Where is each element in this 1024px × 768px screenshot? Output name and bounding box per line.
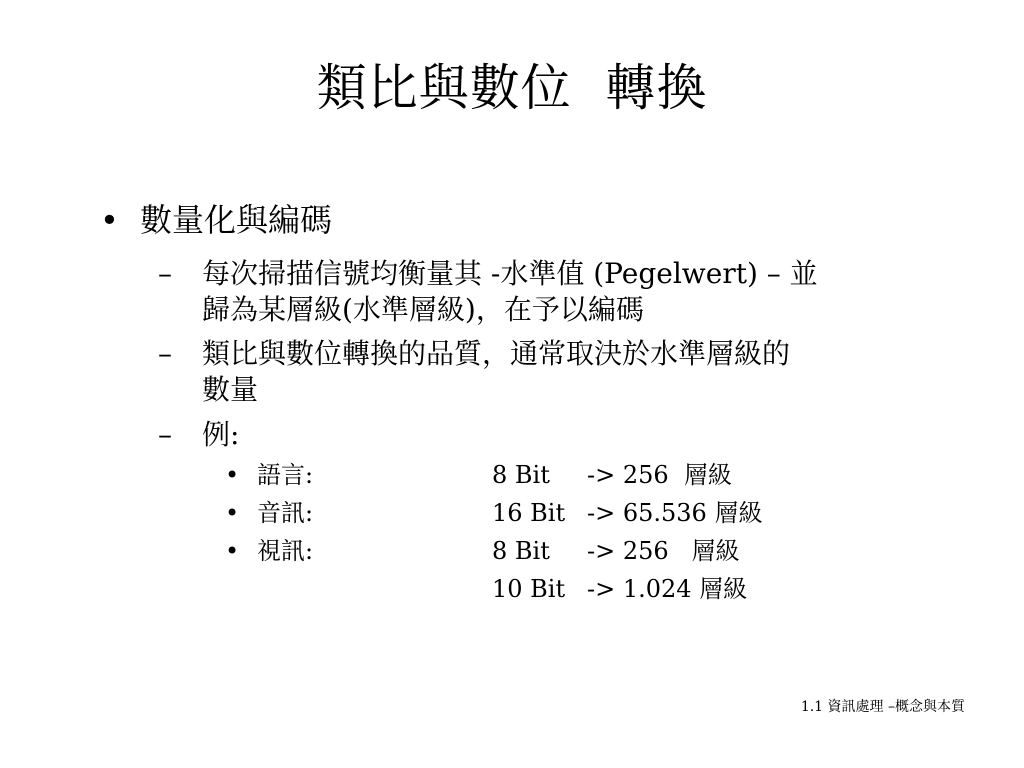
example-bits: 8 Bit [492, 537, 550, 565]
sub-item-1-line-2: 歸為某層級(水準層級)，在予以編碼 [202, 293, 644, 326]
example-label: 視訊: [257, 537, 314, 565]
sub-item-1-line-1: 每次掃描信號均衡量其 -水準值 (Pegelwert) – 並 [202, 257, 818, 290]
example-levels: -> 1.024 層級 [587, 575, 748, 603]
bullet-dot: • [225, 461, 240, 489]
example-label: 語言: [257, 461, 314, 489]
example-levels: -> 256 層級 [587, 461, 732, 489]
example-levels: -> 65.536 層級 [587, 499, 763, 527]
bullet-dot: • [225, 499, 240, 527]
example-bits: 16 Bit [492, 499, 566, 527]
bullet-dot: • [225, 537, 240, 565]
sub-item-2-line-2: 數量 [202, 373, 259, 406]
sub-item-3-line-1: 例: [202, 418, 240, 451]
example-row [225, 459, 785, 491]
example-bits: 10 Bit [492, 575, 566, 603]
dash-marker: – [158, 418, 172, 451]
main-bullet-text: 數量化與編碼 [140, 201, 333, 239]
example-bits: 8 Bit [492, 461, 550, 489]
example-row [225, 497, 785, 529]
bullet-dot: • [100, 201, 119, 239]
example-label: 音訊: [257, 499, 314, 527]
slide-footer: 1.1 資訊處理 –概念與本質 [800, 699, 965, 715]
example-row [225, 535, 785, 567]
example-row [225, 573, 785, 605]
dash-marker: – [158, 257, 172, 290]
slide-title: 類比與數位 轉換 [316, 59, 708, 117]
dash-marker: – [158, 337, 172, 370]
example-levels: -> 256 層級 [587, 537, 740, 565]
sub-item-2-line-1: 類比與數位轉換的品質，通常取決於水準層級的 [202, 337, 791, 370]
